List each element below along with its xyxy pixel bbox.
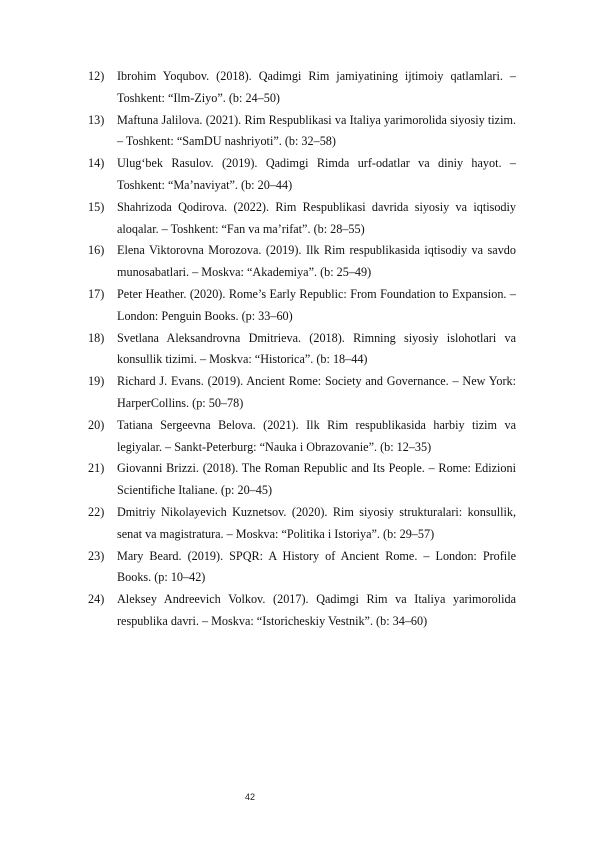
reference-item: [88, 110, 516, 154]
reference-number: 23): [88, 548, 105, 563]
reference-item: [88, 240, 516, 284]
reference-text: Elena Viktorovna Morozova. (2019). Ilk Rim respublikasida iqtisodiy va savdo munosabatlari. – Moskva: “Akademiya”. (b: 25–49): [117, 243, 516, 280]
reference-item: [88, 66, 516, 110]
reference-text: Aleksey Andreevich Volkov. (2017). Qadimgi Rim va Italiya yarimorolida respublika davri. – Moskva: “Istoricheskiy Vestnik”. (b: 34–60): [117, 592, 516, 628]
reference-text: Ulug‘bek Rasulov. (2019). Qadimgi Rimda urf-odatlar va diniy hayot. – Toshkent: “Ma’naviyat”. (b: 20–44): [117, 156, 516, 192]
reference-text: Shahrizoda Qodirova. (2022). Rim Respublikasi davrida siyosiy va iqtisodiy aloqalar. – Toshkent: “Fan va ma’rifat”. (b: 28–55): [117, 199, 516, 236]
reference-item: [88, 328, 516, 372]
reference-text: Svetlana Aleksandrovna Dmitrieva. (2018). Rimning siyosiy islohotlari va konsullik tizimi. – Moskva: “Historica”. (b: 18–44): [117, 330, 516, 367]
reference-item: [88, 197, 516, 241]
reference-number: 20): [88, 417, 105, 432]
reference-text: Mary Beard. (2019). SPQR: A History of Ancient Rome. – London: Profile Books. (p: 10–42): [117, 548, 516, 585]
reference-item: [88, 284, 516, 328]
reference-number: 12): [88, 69, 105, 83]
reference-text: Richard J. Evans. (2019). Ancient Rome: Society and Governance. – New York: HarperCollins. (p: 50–78): [117, 374, 516, 410]
reference-number: 15): [88, 199, 105, 214]
reference-number: 14): [88, 156, 105, 171]
reference-number: 17): [88, 286, 105, 301]
reference-number: 21): [88, 461, 105, 476]
reference-text: Giovanni Brizzi. (2018). The Roman Republic and Its People. – Rome: Edizioni Scientifiche Italiane. (p: 20–45): [117, 461, 516, 498]
page-number: 42: [245, 792, 256, 802]
reference-number: 16): [88, 243, 105, 258]
reference-number: 13): [88, 112, 105, 127]
reference-number: 19): [88, 374, 105, 389]
reference-text: Peter Heather. (2020). Rome’s Early Republic: From Foundation to Expansion. – London: Penguin Books. (p: 33–60): [117, 286, 516, 323]
reference-item: [88, 458, 516, 502]
reference-text: Tatiana Sergeevna Belova. (2021). Ilk Rim respublikasida harbiy tizim va legiyalar. – Sankt-Peterburg: “Nauka i Obrazovanie”. (b: 12–35): [117, 417, 516, 454]
reference-item: [88, 371, 516, 415]
reference-item: [88, 502, 516, 546]
reference-text: Maftuna Jalilova. (2021). Rim Respublikasi va Italiya yarimorolida siyosiy tizim. – Toshkent: “SamDU nashriyoti”. (b: 32–58): [117, 112, 516, 149]
reference-number: 18): [88, 330, 105, 345]
reference-text: Dmitriy Nikolayevich Kuznetsov. (2020). Rim siyosiy strukturalari: konsullik, senat va magistratura. – Moskva: “Politika i Istoriya”. (b: 29–57): [117, 504, 516, 541]
reference-item: [88, 153, 516, 197]
reference-number: 24): [88, 592, 105, 607]
reference-item: [88, 546, 516, 590]
reference-text: Ibrohim Yoqubov. (2018). Qadimgi Rim jamiyatining ijtimoiy qatlamlari. – Toshkent: “Ilm-Ziyo”. (b: 24–50): [117, 69, 516, 105]
reference-item: [88, 415, 516, 459]
reference-list: [88, 66, 516, 633]
reference-number: 22): [88, 504, 105, 519]
reference-item: [88, 589, 516, 633]
